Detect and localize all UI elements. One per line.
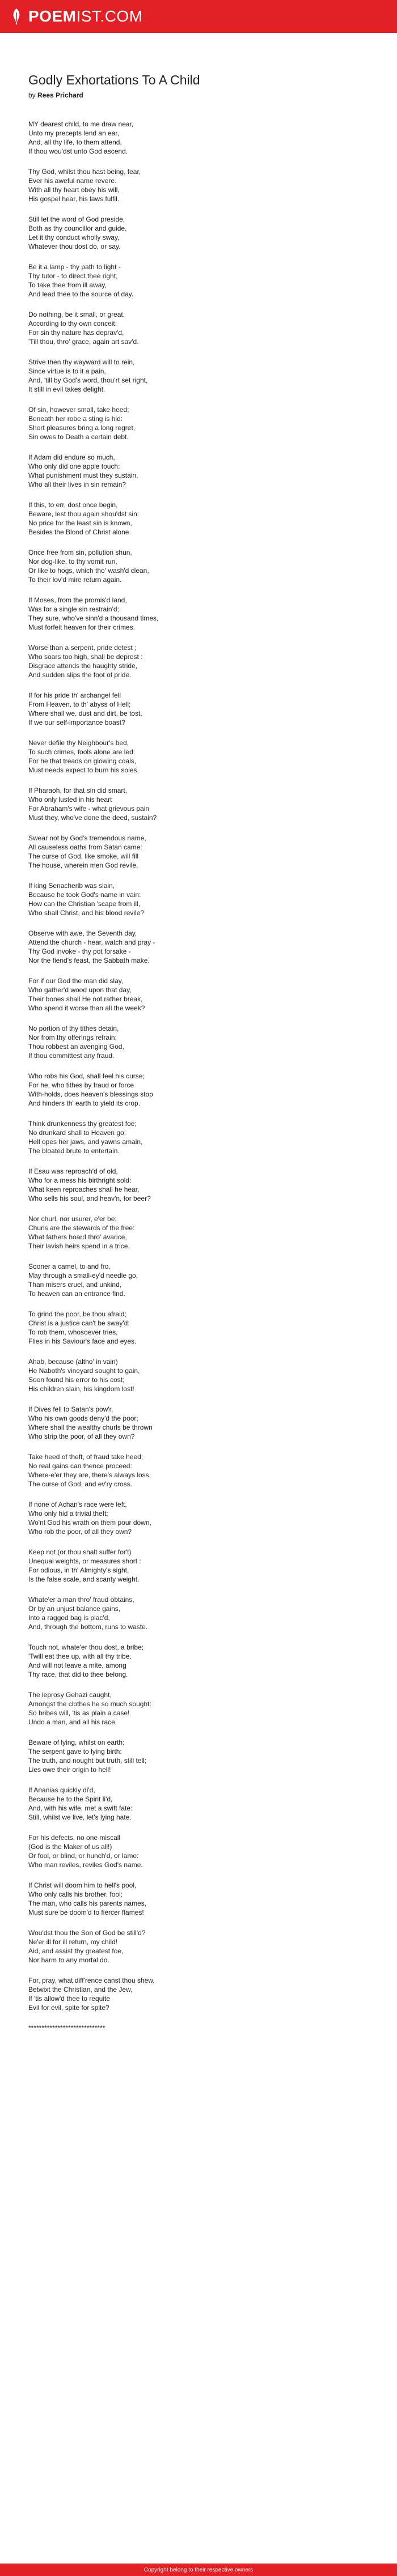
poem-stanza: For, pray, what diff'rence canst thou shew, Betwixt the Christian, and the Jew, If 'tis allow'd thee to requite Evil for evil, spite for spite? [28,1976,155,2012]
poem-stanza: No portion of thy tithes detain, Nor from thy offerings refrain; Thou robbest an avenging God, If thou committest any fraud. [28,1024,124,1060]
poem-stanza: Of sin, however small, take heed; Beneath her robe a sting is hid: Short pleasures bring a long regret, Sin owes to Death a certain debt. [28,405,136,441]
poem-stanza: If Pharaoh, for that sin did smart, Who only lusted in his heart For Abraham's wife - what grievous pain Must they, who've done the deed, sustain? [28,786,157,822]
poem-stanza: Touch not, whate'er thou dost, a bribe; 'Twill eat thee up, with all thy tribe, And will not leave a mite, among Thy race, that did to thee belong. [28,1643,144,1678]
poem-stanza: Nor churl, nor usurer, e'er be; Churls are the stewards of the free: What fathers hoard thro' avarice, Their lavish heirs spend in a trice. [28,1214,135,1250]
poem-stanza: Take heed of theft, of fraud take heed; No real gains can thence proceed: Where-e'er they are, there's always loss, The curse of God, and ev'ry cross. [28,1452,151,1488]
poem-body [28,120,369,2012]
poem-stanza: If Ananias quickly di'd, Because he to the Spirit li'd, And, with his wife, met a swift fate: Still, whilst we live, let's lying hate. [28,1786,133,1821]
poem-stanza: Swear not by God's tremendous name, All causeless oaths from Satan came: The curse of God, like smoke, will fill The house, wherein men God revile. [28,834,146,869]
poem-stanza: Observe with awe, the Seventh day, Attend the church - hear, watch and pray - Thy God invoke - thy pot forsake - Nor the fiend's feast, the Sabbath make. [28,929,155,964]
logo-text-strong: POEM [28,7,77,25]
author-link[interactable]: Rees Prichard [37,91,83,99]
poem-content [0,33,397,2033]
copyright-text: Copyright belong to their respective owners [143,2566,254,2573]
poem-stanza: If king Senacherib was slain, Because he took God's name in vain: How can the Christian 'scape from ill, Who shall Christ, and his blood revile? [28,881,145,917]
poem-stanza: Do nothing, be it small, or great, According to thy own conceit: For sin thy nature has deprav'd, 'Till thou, thro' grace, again art sav'd. [28,310,139,346]
poem-stanza: If for his pride th' archangel fell From Heaven, to th' abyss of Hell; Where shall we, dust and dirt, be tost, If we our self-importance boast? [28,691,142,726]
poem-stanza: Wou'dst thou the Son of God be still'd? Ne'er ill for ill return, my child! Aid, and assist thy greatest foe, Nor harm to any mortal do. [28,1928,146,1964]
poem-stanza: Worse than a serpent, pride detest ; Who soars too high, shall be deprest : Disgrace attends the haughty stride, And sudden slips the foot of pride. [28,643,143,679]
poem-stanza: If none of Achan's race were left, Who only hid a trivial theft; Wo'nt God his wrath on them pour down, Who rob the poor, of all they own? [28,1500,151,1536]
poem-stanza: If this, to err, dost once begin, Beware, lest thou again shou'dst sin: No price for the least sin is known, Besides the Blood of Christ alone. [28,500,140,536]
poem-stanza: To grind the poor, be thou afraid; Christ is a justice can't be sway'd: To rob them, whosoever tries, Flies in his Saviour's face and eyes. [28,1310,137,1345]
end-mark: ***************************** [28,2024,105,2032]
poem-stanza: If Adam did endure so much, Who only did one apple touch: What punishment must they sustain, Who all their lives in sin remain? [28,453,138,488]
poem-stanza: If Dives fell to Satan's pow'r, Who his own goods deny'd the poor; Where shall the wealthy churls be thrown Who strip the poor, of all they own? [28,1405,153,1440]
site-footer [0,2564,397,2576]
poem-stanza: If Christ will doom him to hell's pool, Who only calls his brother, fool: The man, who calls his parents names, Must sure be doom'd to fiercer flames! [28,1881,147,1916]
logo-text-light: IST.COM [76,7,143,25]
poem-stanza: Be it a lamp - thy path to light - Thy tutor - to direct thee right, To take thee from ill away, And lead thee to the source of day. [28,262,134,298]
poem-stanza: The leprosy Gehazi caught, Amongst the clothes he so much sought: So bribes will, 'tis as plain a case! Undo a man, and all his race. [28,1690,151,1726]
site-header [0,0,397,33]
poem-title: Godly Exhortations To A Child [28,73,200,87]
poem-stanza: Think drunkenness thy greatest foe; No drunkard shall to Heaven go: Hell opes her jaws, and yawns amain, The bloated brute to entertain. [28,1119,143,1155]
site-logo[interactable] [28,8,143,24]
poem-stanza: For if our God the man did slay, Who gather'd wood upon that day, Their bones shall He not rather break, Who spend it worse than all the week? [28,976,145,1012]
poem-stanza: Strive then thy wayward will to rein, Since virtue is to it a pain, And, 'till by God's word, thou'rt set right, It still in evil takes delight. [28,358,148,393]
poem-stanza: Once free from sin, pollution shun, Nor dog-like, to thy vomit run, Or like to hogs, which tho' wash'd clean, To their lov'd mire return again. [28,548,149,584]
by-label: by [28,91,36,99]
byline [28,91,369,99]
quill-pen-icon[interactable] [10,8,23,25]
poem-stanza: Whate'er a man thro' fraud obtains, Or by an unjust balance gains, Into a ragged bag is plac'd, And, through the bottom, runs to waste. [28,1595,148,1631]
poem-stanza: If Esau was reproach'd of old, Who for a mess his birthright sold: What keen reproaches shall he hear, Who sells his soul, and heav'n, for beer? [28,1167,151,1202]
poem-stanza: Sooner a camel, to and fro, May through a small-ey'd needle go, Than misers cruel, and unkind, To heaven can an entrance find. [28,1262,138,1298]
poem-stanza: Thy God, whilst thou hast being, fear, Ever his aweful name revere. With all thy heart obey his will, His gospel hear, his laws fulfil. [28,167,141,203]
poem-stanza: Keep not (or thou shalt suffer for't) Unequal weights, or measures short : For odious, in th' Almighty's sight, Is the false scale, and scanty weight. [28,1548,141,1583]
poem-stanza: Who robs his God, shall feel his curse; For he, who tithes by fraud or force With-holds, does heaven's blessings stop And hinders th' earth to yield its crop. [28,1072,153,1107]
poem-stanza: If Moses, from the promis'd land, Was for a single sin restrain'd; They sure, who've sinn'd a thousand times, Must forfeit heaven for their crimes. [28,596,159,631]
poem-stanza: Never defile thy Neighbour's bed, To such crimes, fools alone are led: For he that treads on glowing coals, Must needs expect to burn his soles. [28,738,139,774]
poem-stanza: Still let the word of God preside, Both as thy councillor and guide, Let it thy conduct wholly sway, Whatever thou dost do, or say. [28,215,127,250]
poem-stanza: Beware of lying, whilst on earth; The serpent gave to lying birth: The truth, and nought but truth, still tell; Lies owe their origin to hell! [28,1738,147,1774]
poem-stanza: For his defects, no one miscall (God is the Maker of us all!) Or fool, or blind, or hunch'd, or lame: Who man reviles, reviles God's name. [28,1833,143,1869]
poem-stanza: MY dearest child, to me draw near, Unto my precepts lend an ear, And, all thy life, to them attend, If thou wou'dst unto God ascend. [28,120,134,155]
poem-stanza: Ahab, because (altho' in vain) He Naboth's vineyard sought to gain, Soon found his error to his cost; His children slain, his kingdom lost! [28,1357,140,1393]
